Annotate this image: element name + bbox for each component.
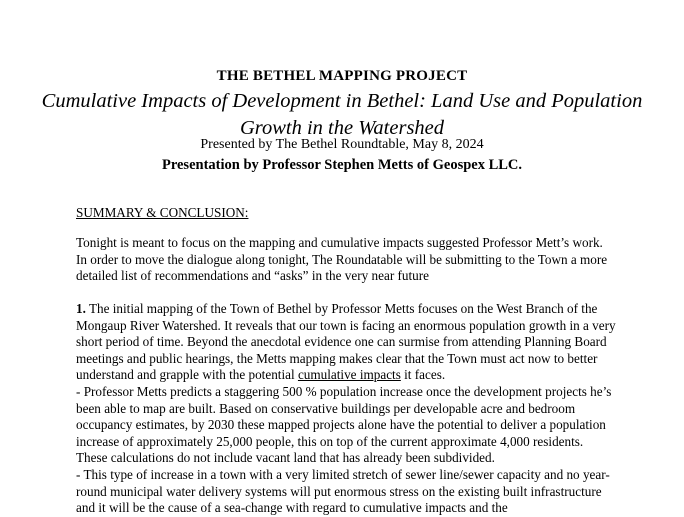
cumulative-impacts-underlined: cumulative impacts [297, 367, 401, 383]
infrastructure-paragraph: - This type of increase in a town with a very limited stretch of sewer line/sewer capacity and no year-round municipal water delivery systems will put enormous stress on the existing built infrastructure and it will be the cause of a sea-change with regard to cumulative impacts and the [76, 466, 610, 516]
point-1-number: 1. [76, 301, 86, 316]
point-1-section [76, 301, 616, 517]
intro-paragraph [76, 235, 616, 285]
population-increase-paragraph: - Professor Metts predicts a staggering 500 % population increase once the development projects he’s been able to map are built. Based on conservative buildings per developable acre and bedroom occupancy estimates, by 2030 these mapped projects alone have the potential to deliver a population increase of approximately 25,000 people, this on top of the current approximate 4,000 residents. These calculations do not include vacant land that has already been subdivided. [76, 383, 612, 466]
section-heading: SUMMARY & CONCLUSION: [76, 205, 249, 220]
presented-by-line: Presented by The Bethel Roundtable, May 8, 2024 [200, 137, 484, 152]
presenter-line: Presentation by Professor Stephen Metts of Geospex LLC. [161, 157, 523, 173]
point-1-text-end: it faces. [400, 367, 446, 383]
intro-text: Tonight is meant to focus on the mapping and cumulative impacts suggested Professor Mett’s work. In order to move the dialogue along tonight, The Roundatable will be submitting to the Town a more detailed list of recommendations and “asks” in the very near future [76, 235, 608, 284]
document-subtitle: Cumulative Impacts of Development in Bethel: Land Use and Population Growth in the Watershed [41, 90, 643, 139]
point-1-paragraph [76, 301, 616, 384]
document-title: THE BETHEL MAPPING PROJECT [216, 68, 468, 84]
point-1-text-start: The initial mapping of the Town of Bethel by Professor Metts focuses on the West Branch of the Mongaup River Watershed. It reveals that our town is facing an enormous population growth in a very short period of time. Beyond the anecdotal evidence one can surmise from attending Planning Board meetings and public hearings, the Metts mapping makes clear that the Town must act now to better understand and grapple with the potential [76, 301, 616, 383]
